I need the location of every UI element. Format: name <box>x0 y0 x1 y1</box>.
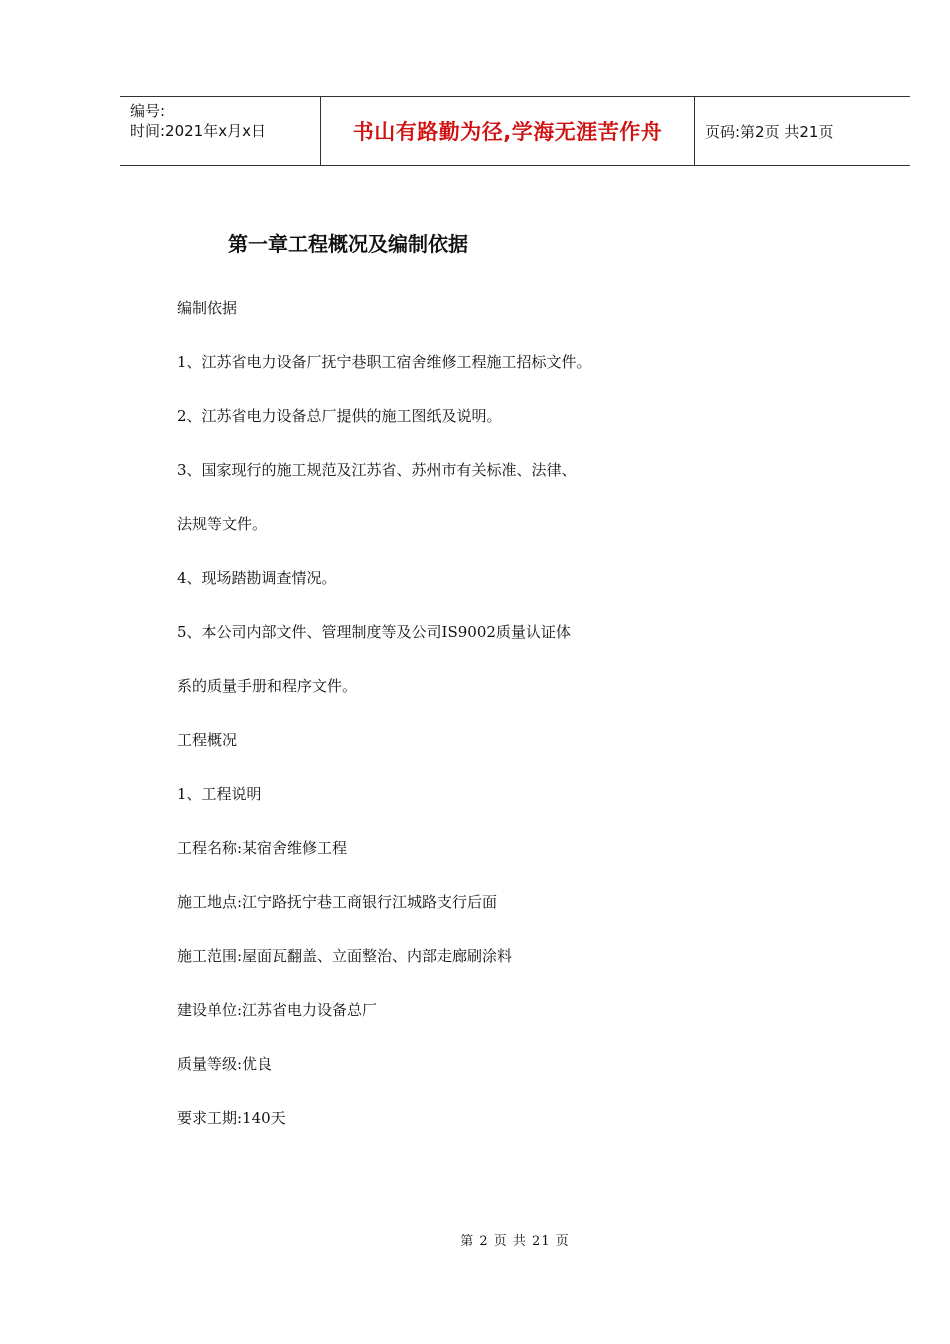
page-label: 页码:第2页 共21页 <box>705 122 834 141</box>
paragraph: 系的质量手册和程序文件。 <box>177 677 358 695</box>
serial-label: 编号: <box>130 102 166 120</box>
paragraph: 1、工程说明 <box>177 785 262 803</box>
paragraph: 质量等级:优良 <box>177 1055 273 1073</box>
chapter-title: 第一章工程概况及编制依据 <box>228 232 468 256</box>
paragraph: 2、江苏省电力设备总厂提供的施工图纸及说明。 <box>177 407 502 425</box>
motto-text: 书山有路勤为径,学海无涯苦作舟 <box>352 120 663 144</box>
header-motto-cell <box>321 97 695 165</box>
paragraph: 工程概况 <box>177 731 238 749</box>
paragraph: 1、江苏省电力设备厂抚宁巷职工宿舍维修工程施工招标文件。 <box>177 353 592 371</box>
document-body <box>177 296 697 1160</box>
time-label: 时间:2021年x月x日 <box>130 122 266 140</box>
paragraph: 3、国家现行的施工规范及江苏省、苏州市有关标准、法律、 <box>177 461 577 479</box>
page-header <box>120 96 910 166</box>
paragraph: 施工范围:屋面瓦翻盖、立面整治、内部走廊刷涂料 <box>177 947 513 965</box>
paragraph: 5、本公司内部文件、管理制度等及公司IS9002质量认证体 <box>177 623 571 641</box>
paragraph: 要求工期:140天 <box>177 1109 286 1127</box>
paragraph: 法规等文件。 <box>177 515 268 533</box>
header-page-cell <box>695 97 910 165</box>
page-footer: 第 2 页 共 21 页 <box>460 1234 570 1249</box>
paragraph: 施工地点:江宁路抚宁巷工商银行江城路支行后面 <box>177 893 498 911</box>
paragraph: 编制依据 <box>177 299 238 317</box>
paragraph: 工程名称:某宿舍维修工程 <box>177 839 348 857</box>
header-info-cell <box>120 97 321 165</box>
paragraph: 4、现场踏勘调查情况。 <box>177 569 337 587</box>
paragraph: 建设单位:江苏省电力设备总厂 <box>177 1001 378 1019</box>
